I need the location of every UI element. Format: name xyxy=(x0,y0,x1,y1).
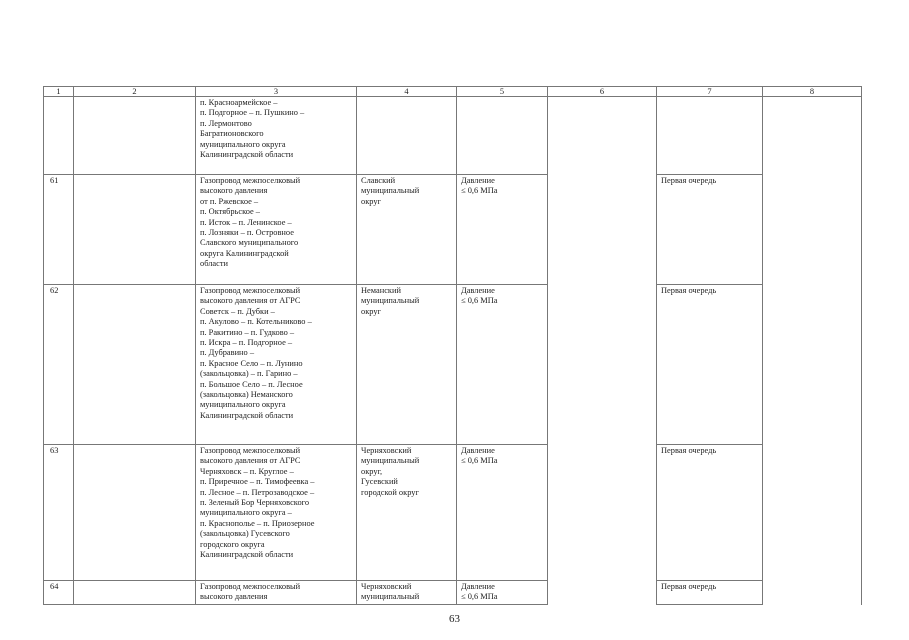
column-header: 4 xyxy=(357,87,457,97)
cell-col6 xyxy=(548,97,657,175)
table-row xyxy=(44,175,862,285)
cell-col8 xyxy=(763,285,862,445)
column-header: 8 xyxy=(763,87,862,97)
cell-col2 xyxy=(74,97,196,175)
cell-col6 xyxy=(548,285,657,445)
cell-description: Газопровод межпоселковый высокого давления xyxy=(196,581,357,605)
cell-priority: Первая очередь xyxy=(657,175,763,285)
table-row xyxy=(44,581,862,605)
column-header: 2 xyxy=(74,87,196,97)
cell-priority xyxy=(657,97,763,175)
table-header-row xyxy=(44,87,862,97)
column-header: 3 xyxy=(196,87,357,97)
cell-col8 xyxy=(763,581,862,605)
cell-pressure: Давление ≤ 0,6 МПа xyxy=(457,445,548,581)
row-number: 64 xyxy=(44,581,74,605)
cell-description: Газопровод межпоселковый высокого давления от п. Ржевское – п. Октябрьское – п. Исток – п. Ленинское – п. Лозняки – п. Островное Славского муниципального округа Калининградской области xyxy=(196,175,357,285)
column-header: 5 xyxy=(457,87,548,97)
row-number: 61 xyxy=(44,175,74,285)
cell-pressure xyxy=(457,97,548,175)
cell-col6 xyxy=(548,581,657,605)
cell-col2 xyxy=(74,175,196,285)
cell-col6 xyxy=(548,175,657,285)
table-row xyxy=(44,97,862,175)
cell-col2 xyxy=(74,285,196,445)
cell-col8 xyxy=(763,445,862,581)
cell-col2 xyxy=(74,581,196,605)
cell-district: Черняховский муниципальный округ, Гусевский городской округ xyxy=(357,445,457,581)
cell-description: Газопровод межпоселковый высокого давления от АГРС Черняховск – п. Круглое – п. Приречное – п. Тимофеевка – п. Лесное – п. Петрозаводское – п. Зеленый Бор Черняховского муниципального округа – п. Краснополье – п. Приозерное (закольцовка) Гусевского городского округа Калининградской области xyxy=(196,445,357,581)
row-number: 62 xyxy=(44,285,74,445)
column-header: 6 xyxy=(548,87,657,97)
cell-pressure: Давление ≤ 0,6 МПа xyxy=(457,285,548,445)
cell-col8 xyxy=(763,175,862,285)
cell-district: Черняховский муниципальный xyxy=(357,581,457,605)
gas-pipeline-table xyxy=(43,86,862,605)
cell-district xyxy=(357,97,457,175)
row-number: 63 xyxy=(44,445,74,581)
cell-col6 xyxy=(548,445,657,581)
cell-priority: Первая очередь xyxy=(657,285,763,445)
cell-pressure: Давление ≤ 0,6 МПа xyxy=(457,581,548,605)
cell-description: Газопровод межпоселковый высокого давления от АГРС Советск – п. Дубки – п. Акулово – п. Котельниково – п. Ракитино – п. Гудково – п. Искра – п. Подгорное – п. Дубравино – п. Красное Село – п. Лунино (закольцовка) – п. Гарино – п. Большое Село – п. Лесное (закольцовка) Неманского муниципального округа Калининградской области xyxy=(196,285,357,445)
row-number xyxy=(44,97,74,175)
table-row xyxy=(44,285,862,445)
cell-district: Славский муниципальный округ xyxy=(357,175,457,285)
cell-col8 xyxy=(763,97,862,175)
cell-pressure: Давление ≤ 0,6 МПа xyxy=(457,175,548,285)
cell-priority: Первая очередь xyxy=(657,445,763,581)
cell-col2 xyxy=(74,445,196,581)
cell-description: п. Красноармейское – п. Подгорное – п. Пушкино – п. Лермонтово Багратионовского муниципального округа Калининградской области xyxy=(196,97,357,175)
cell-priority: Первая очередь xyxy=(657,581,763,605)
table-row xyxy=(44,445,862,581)
column-header: 1 xyxy=(44,87,74,97)
page-number: 63 xyxy=(449,613,460,625)
cell-district: Неманский муниципальный округ xyxy=(357,285,457,445)
column-header: 7 xyxy=(657,87,763,97)
